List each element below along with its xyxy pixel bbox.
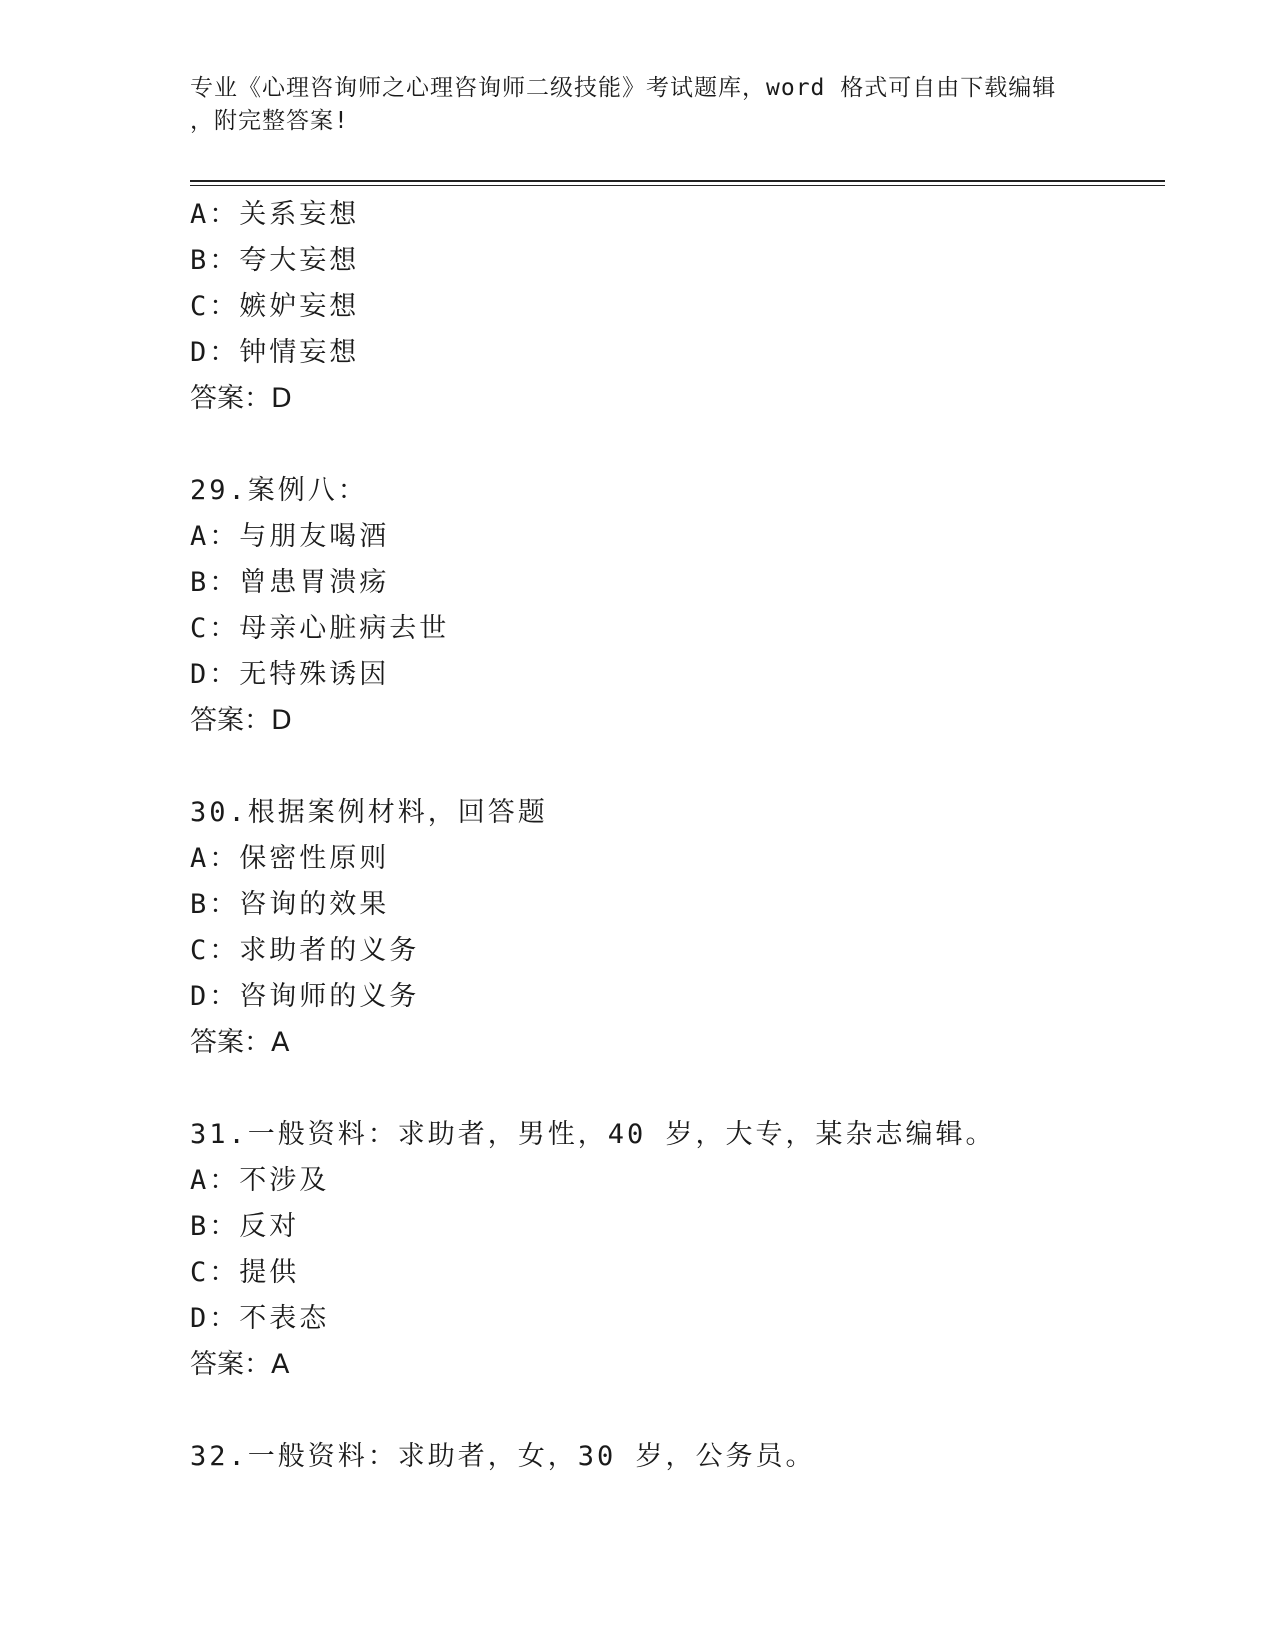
option-b: B：反对 [190,1211,300,1242]
question-stem: 29.案例八： [190,475,368,506]
option-a: A：保密性原则 [190,843,390,874]
question-30 [190,790,1150,1066]
spacer [190,1066,1150,1112]
header-line-2: ，附完整答案! [190,108,349,134]
question-29 [190,468,1150,744]
question-32 [190,1434,1150,1480]
question-31 [190,1112,1150,1388]
option-a: A：不涉及 [190,1165,330,1196]
answer-line: 答案：D [190,383,292,414]
option-a: A：关系妄想 [190,199,360,230]
option-d: D：不表态 [190,1303,330,1334]
question-fragment [190,192,1150,422]
option-c: C：提供 [190,1257,300,1288]
option-a: A：与朋友喝酒 [190,521,390,552]
option-b: B：曾患胃溃疡 [190,567,390,598]
option-d: D：无特殊诱因 [190,659,390,690]
option-b: B：咨询的效果 [190,889,390,920]
option-b: B：夸大妄想 [190,245,360,276]
answer-line: 答案：D [190,705,292,736]
header-divider-thick [190,180,1165,182]
document-header [190,72,1090,138]
answer-line: 答案：A [190,1027,290,1058]
question-list [190,192,1150,1480]
option-c: C：嫉妒妄想 [190,291,360,322]
spacer [190,422,1150,468]
option-d: D：咨询师的义务 [190,981,420,1012]
option-c: C：求助者的义务 [190,935,420,966]
spacer [190,744,1150,790]
header-divider-thin [190,185,1165,186]
question-stem: 31.一般资料：求助者，男性，40 岁，大专，某杂志编辑。 [190,1119,996,1150]
option-d: D：钟情妄想 [190,337,360,368]
option-c: C：母亲心脏病去世 [190,613,450,644]
question-stem: 32.一般资料：求助者，女，30 岁，公务员。 [190,1441,816,1472]
answer-line: 答案：A [190,1349,290,1380]
spacer [190,1388,1150,1434]
question-stem: 30.根据案例材料，回答题 [190,797,548,828]
header-line-1: 专业《心理咨询师之心理咨询师二级技能》考试题库，word 格式可自由下载编辑 [190,75,1057,101]
